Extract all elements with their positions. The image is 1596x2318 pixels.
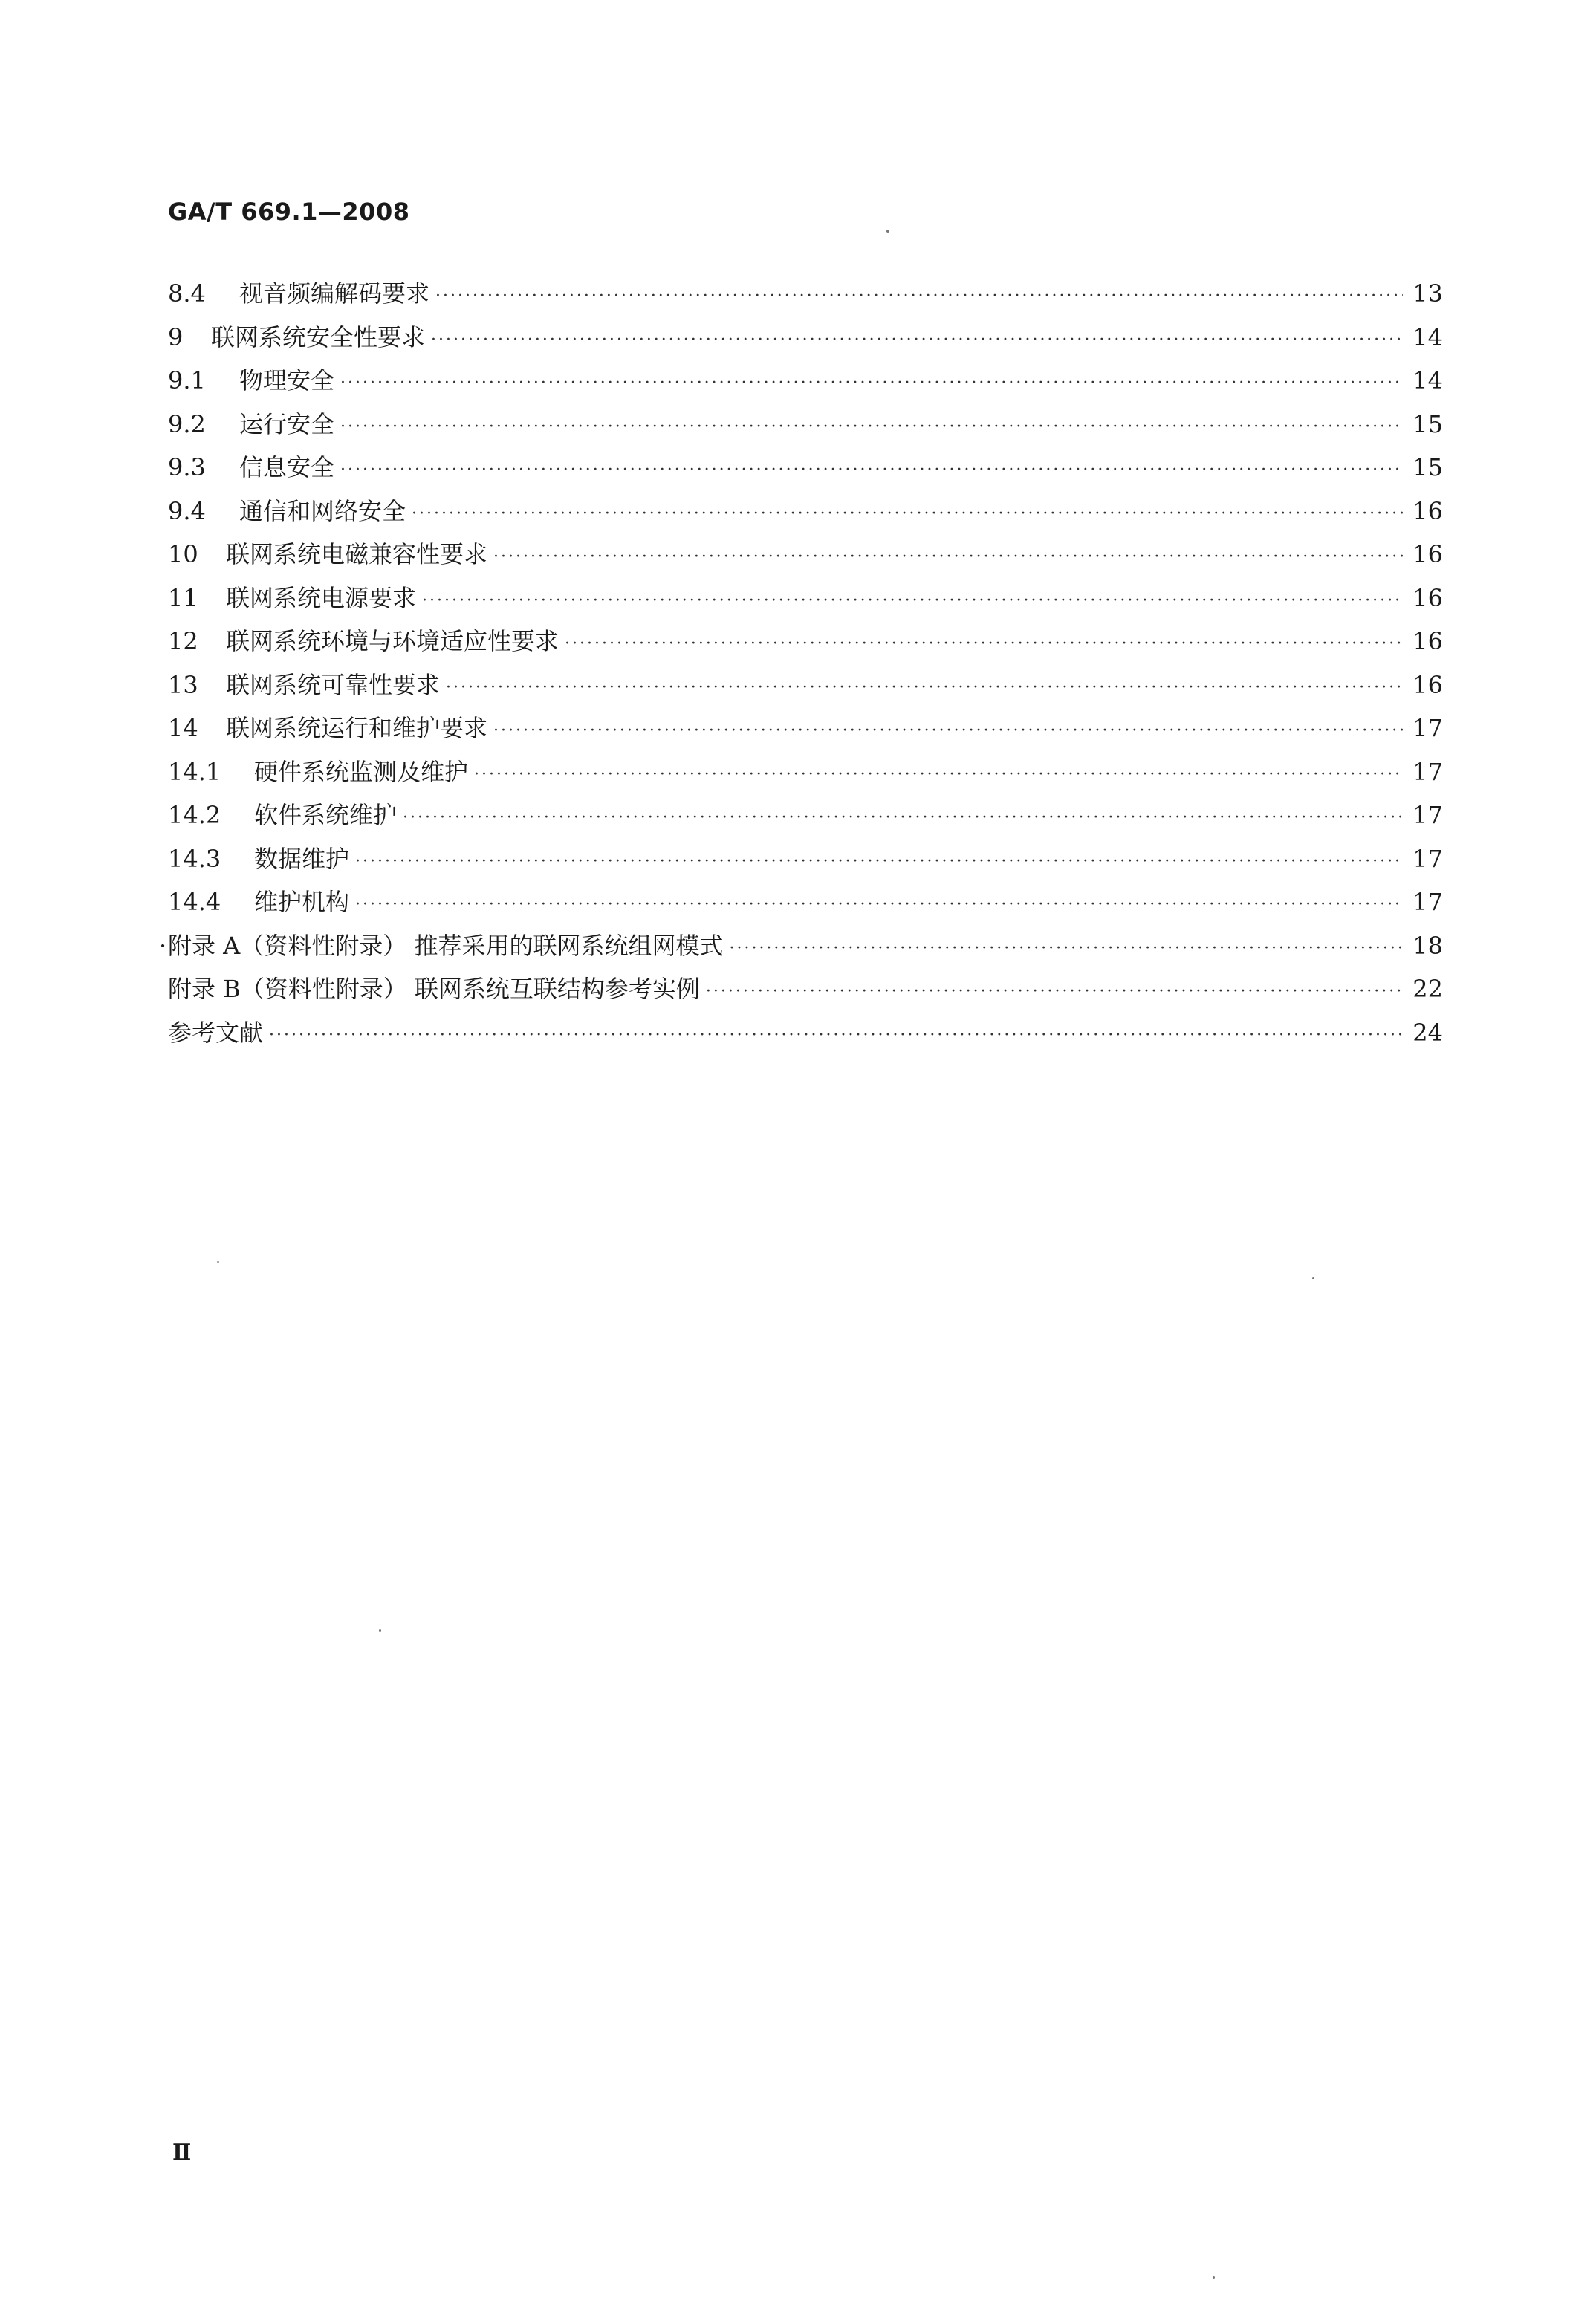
- toc-entry-title: 联网系统可靠性要求: [226, 670, 441, 699]
- toc-dot-leader: [340, 362, 1403, 406]
- toc-entry-number: 9.1: [168, 366, 206, 395]
- toc-entry-page: 16: [1412, 670, 1443, 699]
- toc-entry-number: 12: [168, 627, 198, 655]
- toc-entry-number: 10: [168, 540, 198, 568]
- toc-entry-page: 14: [1412, 366, 1443, 395]
- scan-speck: [1312, 1277, 1314, 1279]
- standard-id-header: GA/T 669.1—2008: [168, 198, 410, 226]
- toc-entry-number: 8.4: [168, 279, 206, 308]
- toc-entry-title: 硬件系统监测及维护: [254, 757, 469, 786]
- toc-entry-title: 维护机构: [254, 888, 350, 916]
- toc-dot-leader: [340, 406, 1403, 449]
- toc-dot-leader: [435, 275, 1403, 319]
- toc-entry[interactable]: [168, 403, 1443, 447]
- toc-entry[interactable]: [168, 272, 1443, 316]
- toc-entry-title: 联网系统运行和维护要求: [226, 714, 488, 742]
- toc-entry-number: 13: [168, 670, 198, 699]
- toc-entry[interactable]: [168, 793, 1443, 837]
- toc-entry-number: 11: [168, 583, 198, 612]
- toc-entry-title: · 附录 A（资料性附录） 推荐采用的联网系统组网模式: [168, 924, 723, 968]
- toc-dot-leader: [474, 753, 1403, 797]
- toc-entry-title: 联网系统电磁兼容性要求: [226, 540, 488, 568]
- toc-entry-page: 15: [1412, 409, 1443, 438]
- toc-entry[interactable]: [168, 663, 1443, 707]
- toc-entry-number: 14.2: [168, 801, 221, 829]
- toc-entry-title: 联网系统环境与环境适应性要求: [226, 627, 559, 655]
- toc-entry-number: 14: [168, 714, 198, 742]
- toc-dot-leader: [355, 883, 1403, 927]
- toc-entry-title: 运行安全: [239, 409, 335, 438]
- toc-dot-leader: [565, 623, 1403, 666]
- toc-entry[interactable]: [168, 707, 1443, 750]
- toc-entry-title: 通信和网络安全: [239, 496, 406, 525]
- toc-dot-leader: [340, 449, 1403, 493]
- toc-dot-leader: [493, 710, 1403, 753]
- toc-dot-leader: [706, 970, 1403, 1014]
- toc-entry[interactable]: [168, 446, 1443, 490]
- toc-entry[interactable]: [168, 490, 1443, 533]
- toc-entry-title: 联网系统安全性要求: [211, 322, 426, 351]
- toc-dot-leader: [422, 580, 1403, 623]
- toc-entry[interactable]: [168, 620, 1443, 663]
- toc-entry-page: 17: [1412, 888, 1443, 916]
- table-of-contents: [168, 272, 1443, 1054]
- toc-entry-page: 16: [1412, 540, 1443, 568]
- toc-entry[interactable]: [168, 967, 1443, 1011]
- toc-entry-number: 14.3: [168, 844, 221, 873]
- toc-entry[interactable]: [168, 880, 1443, 924]
- toc-entry-page: 15: [1412, 453, 1443, 481]
- toc-entry-title: 联网系统电源要求: [226, 583, 417, 612]
- toc-entry-page: 17: [1412, 757, 1443, 786]
- toc-entry-page: 16: [1412, 627, 1443, 655]
- toc-entry[interactable]: [168, 359, 1443, 403]
- toc-entry-page: 18: [1412, 931, 1443, 960]
- toc-entry[interactable]: [168, 533, 1443, 577]
- toc-entry[interactable]: [168, 750, 1443, 794]
- toc-entry-number: 14.1: [168, 757, 221, 786]
- toc-entry-number: 9.3: [168, 453, 206, 481]
- toc-entry-page: 14: [1412, 322, 1443, 351]
- toc-dot-leader: [729, 927, 1403, 971]
- toc-entry-title: 附录 B（资料性附录） 联网系统互联结构参考实例: [168, 975, 700, 1003]
- toc-dot-leader: [412, 493, 1403, 536]
- scan-speck: [217, 1261, 219, 1263]
- toc-entry-number: 9: [168, 322, 184, 351]
- toc-entry-page: 22: [1412, 975, 1443, 1003]
- toc-dot-leader: [355, 840, 1403, 884]
- toc-dot-leader: [431, 319, 1403, 363]
- toc-dot-leader: [269, 1014, 1403, 1058]
- toc-entry-title: 视音频编解码要求: [239, 279, 430, 308]
- scan-speck: [886, 230, 889, 233]
- toc-entry-page: 16: [1412, 583, 1443, 612]
- toc-entry-number: 9.4: [168, 496, 206, 525]
- toc-entry-page: 17: [1412, 714, 1443, 742]
- toc-entry-page: 13: [1412, 279, 1443, 308]
- scan-speck: [379, 1629, 381, 1632]
- toc-entry-number: 9.2: [168, 409, 206, 438]
- toc-entry-page: 16: [1412, 496, 1443, 525]
- toc-entry-number: 14.4: [168, 888, 221, 916]
- toc-entry-title: 软件系统维护: [254, 801, 398, 829]
- toc-dot-leader: [446, 666, 1403, 710]
- toc-entry-title: 信息安全: [239, 453, 335, 481]
- page-number: Ⅱ: [172, 2140, 192, 2166]
- toc-dot-leader: [403, 796, 1403, 840]
- toc-entry[interactable]: [168, 837, 1443, 881]
- toc-entry-page: 17: [1412, 844, 1443, 873]
- toc-entry-page: 24: [1412, 1018, 1443, 1047]
- toc-entry[interactable]: [168, 316, 1443, 360]
- toc-entry[interactable]: [168, 1011, 1443, 1055]
- toc-entry-title: 数据维护: [254, 844, 350, 873]
- toc-entry-title: 物理安全: [239, 366, 335, 395]
- toc-entry-title: 参考文献: [168, 1018, 264, 1047]
- toc-entry[interactable]: [168, 924, 1443, 968]
- scan-speck: [1213, 2276, 1215, 2279]
- toc-dot-leader: [493, 536, 1403, 580]
- toc-entry-page: 17: [1412, 801, 1443, 829]
- toc-entry[interactable]: [168, 577, 1443, 620]
